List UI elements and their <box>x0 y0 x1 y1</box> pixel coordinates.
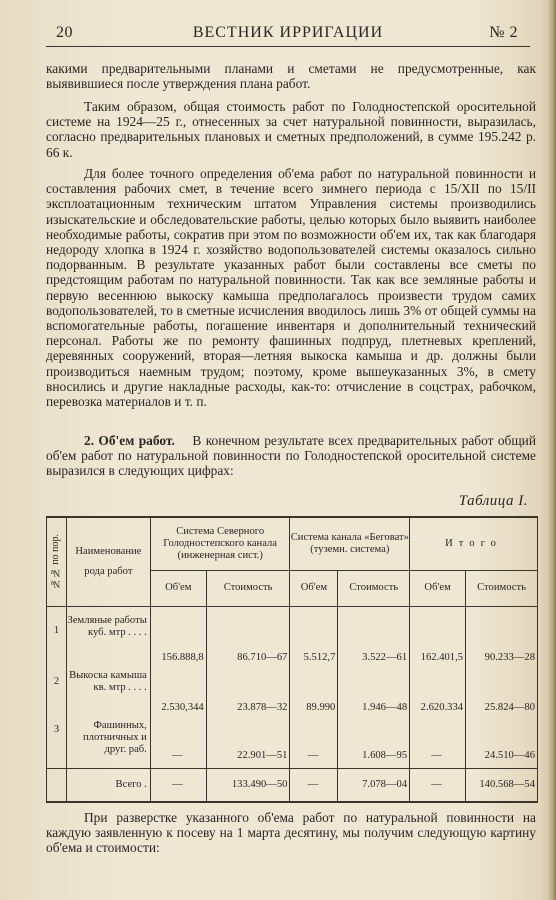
cell-volume: — <box>290 720 338 768</box>
cell-volume: 2.620.334 <box>410 670 466 720</box>
works-table <box>46 516 538 803</box>
header-volume: Об'ем <box>150 570 206 606</box>
header-group-total: Итого <box>410 517 538 570</box>
table-total-row <box>47 768 538 802</box>
section-text: В конечном результате всех предварительных работ общий об'ем работ по натуральной повинности по Голодностепской оросительной системе выразился в следующих цифрах: <box>46 433 537 479</box>
total-label: Всего . <box>66 768 150 802</box>
cell-cost: 86.710—67 <box>206 606 290 670</box>
paragraph-text: При разверстке указанного об'ема работ по натуральной повинности на каждую заявленную к посеву на 1 марта десятину, мы получим следующую картину об'ема и стоимости: <box>46 810 536 856</box>
table-row <box>47 606 538 670</box>
cell-volume: — <box>410 768 466 802</box>
cell-cost: 23.878—32 <box>206 670 290 720</box>
cell-volume: 156.888,8 <box>150 606 206 670</box>
cell-volume: — <box>150 768 206 802</box>
table-header-row <box>47 517 538 570</box>
paragraph-text: Таким образом, общая стоимость работ по Голодностепской оросительной системе на 1924—25 г., отнесенных за счет натуральной повинности, выразилась, согласно предварительных плановых и сметных предположений, в сумме 195.242 р. 66 к. <box>46 99 536 160</box>
row-name: Фашинных, плотничных и друг. раб. <box>66 720 150 768</box>
cell-volume: 162.401,5 <box>410 606 466 670</box>
journal-title: ВЕСТНИК ИРРИГАЦИИ <box>192 24 384 41</box>
row-num: 2 <box>47 670 67 720</box>
cell-volume: 5.512,7 <box>290 606 338 670</box>
paragraph-survey-works <box>46 166 536 409</box>
cell-cost: 25.824—80 <box>466 670 538 720</box>
row-name: Выкоска камыша кв. мтр . . . . <box>66 670 150 720</box>
cell-volume: 89.990 <box>290 670 338 720</box>
row-num <box>47 768 67 802</box>
paragraph-text: какими предварительными планами и сметами не предусмотренные, как выявившиеся после утверждения плана работ. <box>46 61 536 92</box>
header-group-begovat: Система канала «Беговат» (туземн. система) <box>290 517 410 570</box>
paragraph-text <box>46 433 536 479</box>
table-row <box>47 720 538 768</box>
cell-cost: 1.946—48 <box>338 670 410 720</box>
row-name: Земляные работы куб. мтр . . . . <box>66 606 150 670</box>
cell-cost: 90.233—28 <box>466 606 538 670</box>
row-num: 1 <box>47 606 67 670</box>
paragraph-total-cost <box>46 99 536 160</box>
table-row <box>47 670 538 720</box>
page-edge <box>548 0 556 900</box>
cell-volume: 2.530,344 <box>150 670 206 720</box>
cell-volume: — <box>290 768 338 802</box>
header-name: Наименование рода работ <box>66 517 150 606</box>
paragraph-continuation <box>46 61 536 91</box>
header-cost: Стоимость <box>338 570 410 606</box>
cell-volume: — <box>150 720 206 768</box>
issue-number: № 2 <box>489 24 518 41</box>
header-num: №№ по пор. <box>47 517 67 606</box>
section-volume-of-works <box>46 433 536 479</box>
cell-cost: 133.490—50 <box>206 768 290 802</box>
paragraph-text: Для более точного определения об'ема работ по натуральной повинности и составления рабочих смет, в течение всего зимнего периода с 15/XII по 15/II эксплоатационным техническим штатом Управления системы производились изыскательские и обследовательские работы, целью которых было выявить наиболее необходимые работы, сократив при этом по возможности об'ем их, так как благодаря недороду хлопка в 1924 г. хозяйство водопользователей системы оказалось сильно подорванным. В результате указанных работ были составлены все сметы по предстоящим работам по натуральной повинности. Так как все земляные работы и первую весеннюю выкоску камыша предполагалось произвести трудом самих водопользователей, то в сметные исчисления вводилось лишь 3% от общей суммы на вспомогательные работы, погашение инвентаря и дополнительный технический персонал. Работы же по ремонту фашинных подпруд, плетневых креплений, деревянных сооружений, вторая—летняя выкоска камыша и др. должны были производиться наемным трудом; поэтому, кроме вышеуказанных 3%, в смету вносились и другие накладные расходы, как-то: отчисление в соцстрах, рабочком, перевозка материалов и т. п. <box>46 166 536 410</box>
header-cost: Стоимость <box>466 570 538 606</box>
paragraph-distribution <box>46 810 536 856</box>
cell-cost: 22.901—51 <box>206 720 290 768</box>
table-caption: Таблица I. <box>458 493 528 509</box>
cell-cost: 3.522—61 <box>338 606 410 670</box>
cell-volume: — <box>410 720 466 768</box>
page-header <box>46 22 530 47</box>
row-num: 3 <box>47 720 67 768</box>
header-volume: Об'ем <box>290 570 338 606</box>
page-number: 20 <box>56 24 73 41</box>
header-group-northern: Система Северного Голодностепского канала (инженерная сист.) <box>150 517 290 570</box>
cell-cost: 140.568—54 <box>466 768 538 802</box>
cell-cost: 24.510—46 <box>466 720 538 768</box>
cell-cost: 7.078—04 <box>338 768 410 802</box>
header-cost: Стоимость <box>206 570 290 606</box>
section-heading: 2. Об'ем работ. <box>84 433 175 448</box>
cell-cost: 1.608—95 <box>338 720 410 768</box>
header-volume: Об'ем <box>410 570 466 606</box>
